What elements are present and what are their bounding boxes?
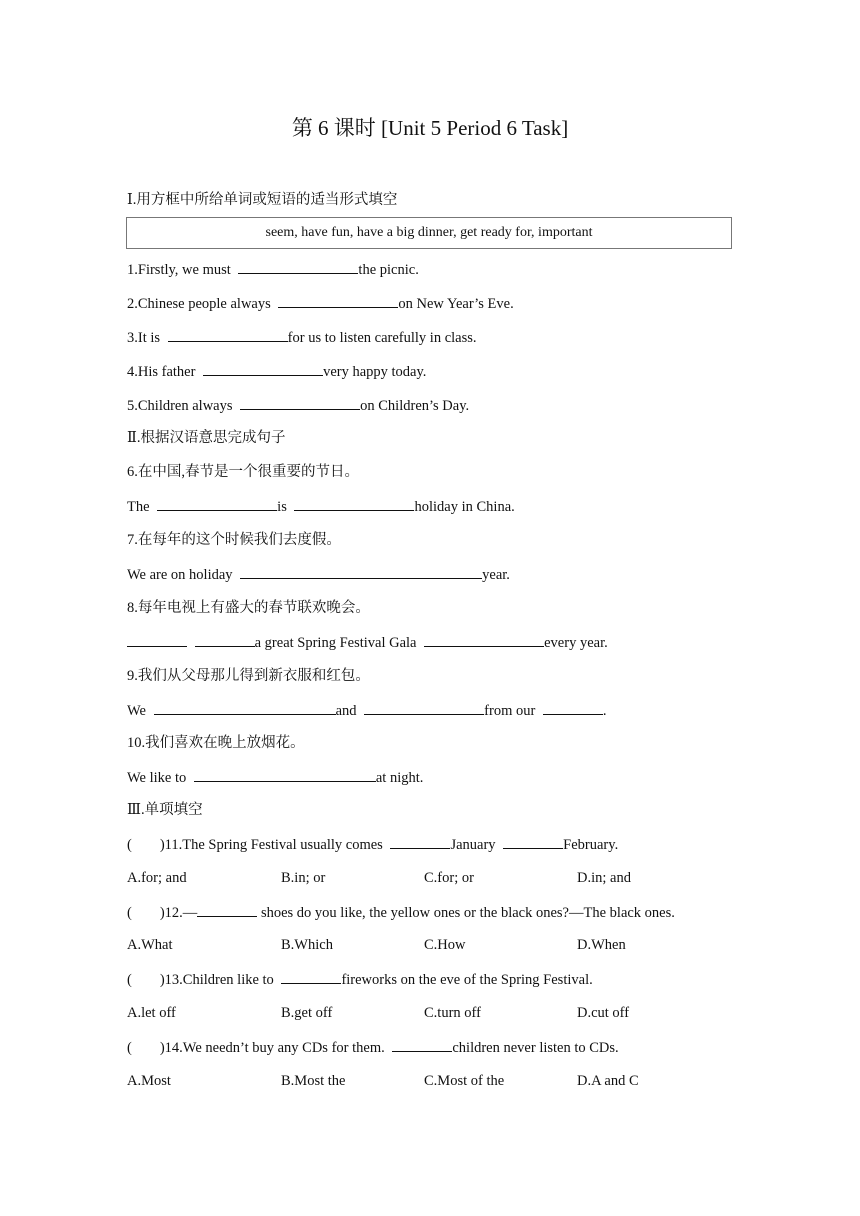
exercise-item-3 xyxy=(127,327,477,348)
item-text: year. xyxy=(482,567,510,583)
answer-blank[interactable] xyxy=(154,700,336,715)
question-13 xyxy=(127,969,593,990)
answer-blank[interactable] xyxy=(203,361,323,376)
word-box: seem, have fun, have a big dinner, get ready for, important xyxy=(126,217,732,249)
item-text: 3.It is xyxy=(127,330,161,346)
page-title: 第 6 课时 [Unit 5 Period 6 Task] xyxy=(291,116,569,140)
item-text: We xyxy=(127,703,146,719)
option-a[interactable]: A.let off xyxy=(127,1005,176,1021)
item-text: and xyxy=(335,703,357,719)
item-text: 5.Children always xyxy=(127,398,233,414)
question-text: )13.Children like to xyxy=(159,972,274,988)
option-b[interactable]: B.Most the xyxy=(281,1073,346,1089)
option-c[interactable]: C.Most of the xyxy=(424,1073,505,1089)
item-text: 1.Firstly, we must xyxy=(127,262,231,278)
option-b[interactable]: B.in; or xyxy=(281,870,326,886)
option-a[interactable]: A.What xyxy=(127,937,173,953)
q6-chinese: 6.在中国,春节是一个很重要的节日。 xyxy=(127,464,359,480)
item-text: . xyxy=(602,703,607,719)
section1-heading: Ⅰ.用方框中所给单词或短语的适当形式填空 xyxy=(127,192,398,208)
q10-sentence xyxy=(127,767,423,788)
q9-chinese: 9.我们从父母那儿得到新衣服和红包。 xyxy=(127,668,370,684)
item-text: the picnic. xyxy=(358,262,419,278)
item-text: from our xyxy=(484,703,536,719)
question-text: January xyxy=(450,837,496,853)
answer-blank[interactable] xyxy=(543,700,603,715)
q8-sentence xyxy=(127,632,608,653)
exercise-item-4 xyxy=(127,361,426,382)
q10-chinese: 10.我们喜欢在晚上放烟花。 xyxy=(127,735,305,751)
exercise-item-5 xyxy=(127,395,469,416)
option-d[interactable]: D.A and C xyxy=(577,1073,639,1089)
answer-blank[interactable] xyxy=(278,293,398,308)
answer-blank[interactable] xyxy=(424,632,544,647)
question-text: fireworks on the eve of the Spring Festival. xyxy=(341,972,593,988)
q7-sentence xyxy=(127,564,510,585)
exercise-item-1 xyxy=(127,259,419,280)
exercise-item-2 xyxy=(127,293,514,314)
question-14 xyxy=(127,1037,619,1058)
option-a[interactable]: A.for; and xyxy=(127,870,187,886)
question-12 xyxy=(127,902,675,923)
option-d[interactable]: D.cut off xyxy=(577,1005,630,1021)
item-text: on Children’s Day. xyxy=(360,398,470,414)
item-text: on New Year’s Eve. xyxy=(398,296,514,312)
item-text: very happy today. xyxy=(323,364,427,380)
answer-blank[interactable] xyxy=(390,834,450,849)
answer-blank[interactable] xyxy=(197,902,257,917)
answer-blank[interactable] xyxy=(238,259,358,274)
q8-chinese: 8.每年电视上有盛大的春节联欢晚会。 xyxy=(127,600,370,616)
item-text: every year. xyxy=(544,635,608,651)
question-text: )12.— xyxy=(159,905,198,921)
option-a[interactable]: A.Most xyxy=(127,1073,171,1089)
answer-blank[interactable] xyxy=(157,496,277,511)
option-d[interactable]: D.in; and xyxy=(577,870,631,886)
item-text: is xyxy=(277,499,287,515)
answer-blank[interactable] xyxy=(364,700,484,715)
option-c[interactable]: C.for; or xyxy=(424,870,474,886)
item-text: The xyxy=(127,499,150,515)
answer-blank[interactable] xyxy=(127,632,187,647)
answer-blank[interactable] xyxy=(281,969,341,984)
item-text: We are on holiday xyxy=(127,567,233,583)
answer-blank[interactable] xyxy=(294,496,414,511)
question-text: )11.The Spring Festival usually comes xyxy=(159,837,383,853)
item-text: 2.Chinese people always xyxy=(127,296,271,312)
section2-heading: Ⅱ.根据汉语意思完成句子 xyxy=(127,430,286,446)
question-text: )14.We needn’t buy any CDs for them. xyxy=(159,1040,385,1056)
section3-heading: Ⅲ.单项填空 xyxy=(127,802,203,818)
question-11 xyxy=(127,834,618,855)
option-c[interactable]: C.How xyxy=(424,937,466,953)
answer-blank[interactable] xyxy=(240,564,482,579)
answer-paren[interactable]: ( xyxy=(127,1040,132,1056)
answer-paren[interactable]: ( xyxy=(127,905,132,921)
answer-blank[interactable] xyxy=(503,834,563,849)
answer-blank[interactable] xyxy=(392,1037,452,1052)
answer-blank[interactable] xyxy=(168,327,288,342)
question-text: February. xyxy=(563,837,619,853)
option-b[interactable]: B.Which xyxy=(281,937,333,953)
answer-blank[interactable] xyxy=(194,767,376,782)
answer-paren[interactable]: ( xyxy=(127,972,132,988)
q9-sentence xyxy=(127,700,607,721)
option-c[interactable]: C.turn off xyxy=(424,1005,481,1021)
question-text: children never listen to CDs. xyxy=(452,1040,619,1056)
answer-paren[interactable]: ( xyxy=(127,837,132,853)
answer-blank[interactable] xyxy=(195,632,255,647)
item-text: We like to xyxy=(127,770,187,786)
answer-blank[interactable] xyxy=(240,395,360,410)
q7-chinese: 7.在每年的这个时候我们去度假。 xyxy=(127,532,341,548)
option-d[interactable]: D.When xyxy=(577,937,626,953)
item-text: holiday in China. xyxy=(414,499,515,515)
option-b[interactable]: B.get off xyxy=(281,1005,333,1021)
item-text: for us to listen carefully in class. xyxy=(287,330,477,346)
question-text: shoes do you like, the yellow ones or the black ones?—The black ones. xyxy=(260,905,675,921)
item-text: at night. xyxy=(375,770,424,786)
item-text: a great Spring Festival Gala xyxy=(254,635,417,651)
item-text: 4.His father xyxy=(127,364,196,380)
q6-sentence xyxy=(127,496,515,517)
